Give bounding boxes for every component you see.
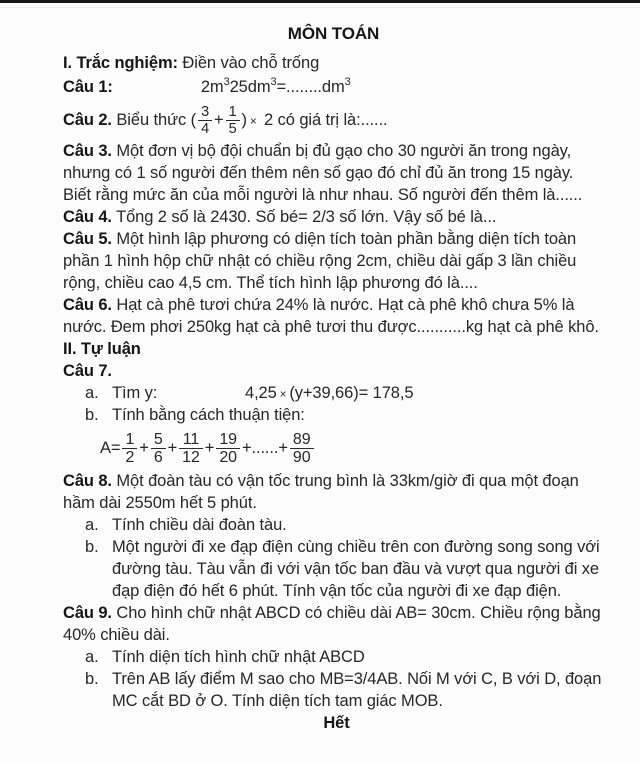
question-9-text: Cho hình chữ nhật ABCD có chiều dài AB= 30cm. Chiều rộng bằng <box>111 604 601 622</box>
q1-term-1: 2m <box>200 78 224 96</box>
multiply-sign: × <box>249 116 257 128</box>
question-2-post: 2 có giá trị là:...... <box>259 111 388 129</box>
fraction-numerator: 89 <box>292 430 311 448</box>
question-7-item-a <box>63 382 604 404</box>
question-8a-text: Tính chiều dài đoàn tàu. <box>112 516 287 534</box>
question-9 <box>63 602 604 646</box>
question-3-label: Câu 3. <box>63 142 112 160</box>
page-title: MÔN TOÁN <box>287 24 380 43</box>
question-8b-line-1: Một người đi xe đạp điện cùng chiều trên con đường song song với <box>112 538 600 556</box>
section-2-heading: II. Tự luận <box>63 340 141 358</box>
fraction-denominator: 90 <box>290 448 314 467</box>
fraction-3-4 <box>198 105 212 137</box>
question-8-label: Câu 8. <box>63 472 112 490</box>
question-9-line-1 <box>63 602 604 624</box>
sum-prefix: A= <box>100 439 121 457</box>
question-1-label: Câu 1: <box>63 78 113 96</box>
section-1-label: I. Trắc nghiệm: <box>63 54 178 72</box>
question-7-item-b <box>63 404 604 426</box>
question-3-text: Một đơn vị bộ đội chuẩn bị đủ gạo cho 30 người ăn trong ngày, <box>111 142 572 160</box>
question-5-line-1 <box>63 228 604 250</box>
question-3 <box>63 140 604 206</box>
question-6-line-2: nước. Đem phơi 250kg hạt cà phê tươi thu được...........kg hạt cà phê khô. <box>63 318 599 336</box>
fraction-numerator: 19 <box>219 430 237 448</box>
fraction-denominator: 4 <box>198 120 212 137</box>
question-5-line-2: phần 1 hình hộp chữ nhật có chiều rộng 2cm, chiều dài gấp 3 lần chiều <box>63 252 577 270</box>
question-2-pre: Biểu thức ( <box>111 111 197 129</box>
question-9-line-2: 40% chiều dài. <box>63 626 170 644</box>
fraction-89-90 <box>290 431 314 467</box>
item-marker-a: a. <box>85 648 99 666</box>
q1-exponent-2: 3 <box>270 75 277 88</box>
fraction-1-2 <box>122 431 137 467</box>
question-8b-line-3: đạp điện đó hết 6 phút. Tính vận tốc của người đi xe đạp điện. <box>112 582 562 600</box>
plus-sign: + <box>167 439 178 457</box>
question-4-text: Tổng 2 số là 2430. Số bé= 2/3 số lớn. Vậy số bé là... <box>111 208 497 226</box>
question-6-label: Câu 6. <box>63 296 112 314</box>
fraction-denominator: 6 <box>151 448 166 467</box>
question-6-text: Hạt cà phê tươi chứa 24% là nước. Hạt cà phê khô chưa 5% là <box>111 296 575 314</box>
question-7-sum-expression <box>63 426 604 470</box>
fraction-5-6 <box>151 431 166 467</box>
q1-blank: =........dm <box>276 78 345 96</box>
question-9b-line-1: Trên AB lấy điểm M sao cho MB=3/4AB. Nối M với C, B với D, đoạn <box>112 670 602 688</box>
fraction-numerator: 5 <box>153 430 163 448</box>
question-9b-line-2: MC cắt BD ở O. Tính diện tích tam giác MOB. <box>112 692 443 710</box>
fraction-numerator: 11 <box>182 430 200 448</box>
q1-exponent-1: 3 <box>223 75 230 88</box>
item-marker-a: a. <box>85 384 99 402</box>
item-marker-a: a. <box>85 516 99 534</box>
close-paren: ) <box>241 111 247 129</box>
question-5-text: Một hình lập phương có diện tích toàn phần bằng diện tích toàn <box>111 230 577 248</box>
fraction-1-5 <box>226 105 240 137</box>
fraction-numerator: 1 <box>228 103 237 120</box>
question-9b-content <box>112 668 604 712</box>
question-8 <box>63 470 604 514</box>
question-3-line-2: nhưng có 1 số người đến thêm nên số gạo đó chỉ đủ ăn trong 15 ngày. <box>63 164 574 182</box>
photo-top-edge-bar <box>0 0 640 3</box>
fraction-11-12 <box>179 431 203 467</box>
question-5-label: Câu 5. <box>63 230 112 248</box>
plus-sign: + <box>139 439 149 457</box>
end-of-test-marker: Hết <box>323 714 350 732</box>
q1-term-2: 25dm <box>229 78 271 96</box>
question-7a-content <box>112 382 604 404</box>
q1-exponent-3: 3 <box>344 75 351 88</box>
question-6 <box>63 294 604 338</box>
fraction-numerator: 3 <box>201 103 210 120</box>
photo-top-hairline <box>0 7 640 8</box>
question-6-line-1 <box>63 294 604 316</box>
item-marker-b: b. <box>85 670 99 688</box>
question-7b-text: Tính bằng cách thuận tiện: <box>112 406 305 424</box>
eq-lhs: 4,25 <box>245 384 277 402</box>
question-8b-line-2: đường tàu. Tàu vẫn đi với vận tốc ban đầu và vượt qua người đi xe <box>112 560 599 578</box>
question-7-label: Câu 7. <box>63 362 112 380</box>
fraction-19-20 <box>216 431 240 467</box>
question-9-label: Câu 9. <box>63 604 112 622</box>
plus-sign: + <box>214 111 224 129</box>
question-9a-text: Tính diện tích hình chữ nhật ABCD <box>112 648 365 666</box>
eq-rhs: (y+39,66)= 178,5 <box>289 384 414 402</box>
plus-sign: + <box>204 439 215 457</box>
question-7a-equation <box>245 382 413 406</box>
item-marker-b: b. <box>85 406 99 424</box>
question-8-line-2: hầm dài 2550m hết 5 phút. <box>63 494 257 512</box>
question-7a-text: Tìm y: <box>112 384 158 402</box>
question-1 <box>63 74 604 100</box>
question-2 <box>63 100 604 140</box>
fraction-denominator: 5 <box>226 120 240 137</box>
item-marker-b: b. <box>85 538 99 556</box>
question-5-line-3: rộng, chiều cao 4,5 cm. Thể tích hình lập phương đó là.... <box>63 274 478 292</box>
multiply-sign: × <box>279 389 287 401</box>
question-4 <box>63 206 604 228</box>
question-9-item-b <box>63 668 604 712</box>
question-9-item-a <box>63 646 604 668</box>
question-5 <box>63 228 604 294</box>
question-4-label: Câu 4. <box>63 208 112 226</box>
question-8-line-1 <box>63 470 604 492</box>
section-1-heading <box>63 52 604 74</box>
fraction-denominator: 12 <box>179 448 203 467</box>
question-2-label: Câu 2. <box>63 111 112 129</box>
question-3-line-1 <box>63 140 604 162</box>
fraction-denominator: 2 <box>122 448 137 467</box>
question-1-expression <box>200 75 351 96</box>
fraction-denominator: 20 <box>216 448 240 467</box>
question-3-line-3: Biết rằng mức ăn của mỗi người là như nhau. Số người đến thêm là...... <box>63 186 583 204</box>
section-1-text: Điền vào chỗ trống <box>177 54 320 72</box>
question-8b-content <box>112 536 604 602</box>
question-8-item-a <box>63 514 604 536</box>
fraction-numerator: 1 <box>125 430 135 448</box>
question-8-text: Một đoàn tàu có vận tốc trung bình là 33km/giờ đi qua một đoạn <box>111 472 579 490</box>
ellipsis-plus: +......+ <box>241 439 288 457</box>
question-8-item-b <box>63 536 604 602</box>
